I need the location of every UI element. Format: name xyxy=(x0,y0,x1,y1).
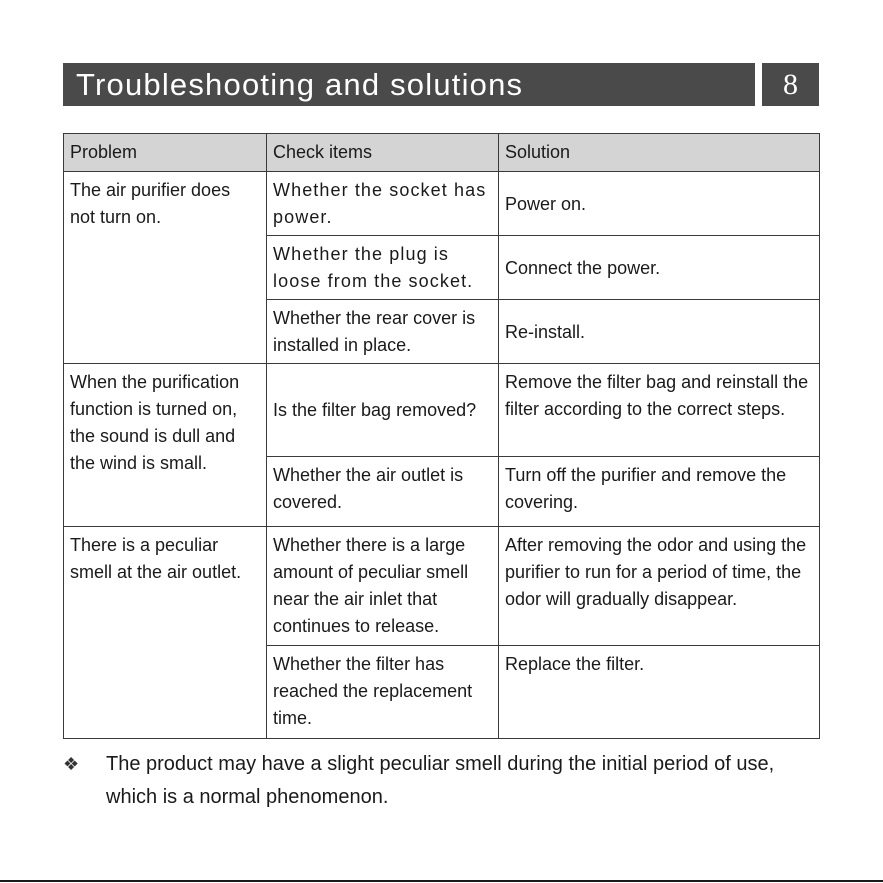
diamond-bullet-icon: ❖ xyxy=(63,754,80,774)
bottom-divider xyxy=(0,880,883,882)
solution-cell: After removing the odor and using the purifier to run for a period of time, the odor will gradually disappear. xyxy=(499,527,820,646)
check-cell: Whether the socket has power. xyxy=(267,172,499,236)
check-cell: Is the filter bag removed? xyxy=(267,364,499,457)
problem-cell: There is a peculiar smell at the air outlet. xyxy=(64,527,267,739)
page-number: 8 xyxy=(762,63,819,106)
check-cell: Whether the plug is loose from the socket. xyxy=(267,236,499,300)
table-header-row xyxy=(64,134,820,172)
solution-cell: Replace the filter. xyxy=(499,646,820,739)
column-header-check-items: Check items xyxy=(267,134,499,172)
section-header xyxy=(63,63,755,106)
problem-cell: When the purification function is turned on, the sound is dull and the wind is small. xyxy=(64,364,267,527)
check-cell: Whether the rear cover is installed in place. xyxy=(267,300,499,364)
check-cell: Whether the filter has reached the replacement time. xyxy=(267,646,499,739)
solution-cell: Re-install. xyxy=(499,300,820,364)
problem-cell: The air purifier does not turn on. xyxy=(64,172,267,364)
column-header-problem: Problem xyxy=(64,134,267,172)
solution-cell: Turn off the purifier and remove the covering. xyxy=(499,457,820,527)
note-text: The product may have a slight peculiar smell during the initial period of use, which is a normal phenomenon. xyxy=(106,753,775,808)
table-row xyxy=(64,172,820,236)
troubleshooting-table xyxy=(63,133,820,739)
check-cell: Whether the air outlet is covered. xyxy=(267,457,499,527)
solution-cell: Power on. xyxy=(499,172,820,236)
page-title: Troubleshooting and solutions xyxy=(76,67,524,102)
solution-cell: Remove the filter bag and reinstall the filter according to the correct steps. xyxy=(499,364,820,457)
solution-cell: Connect the power. xyxy=(499,236,820,300)
table-row xyxy=(64,527,820,646)
table-row xyxy=(64,364,820,457)
column-header-solution: Solution xyxy=(499,134,820,172)
check-cell: Whether there is a large amount of peculiar smell near the air inlet that continues to release. xyxy=(267,527,499,646)
